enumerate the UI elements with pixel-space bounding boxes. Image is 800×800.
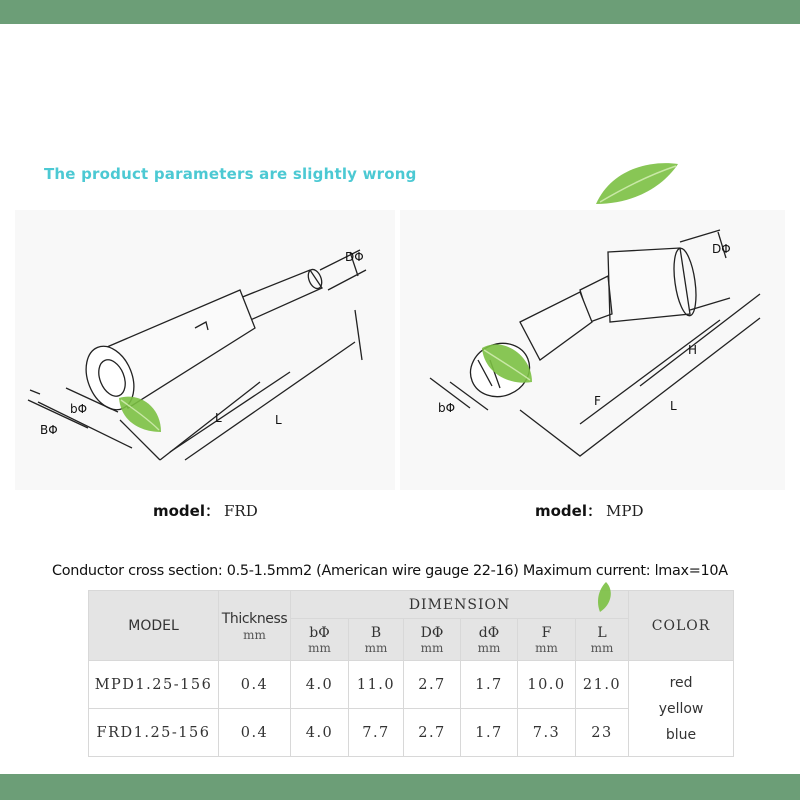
table-row [89, 661, 734, 709]
row-thickness: 0.4 [219, 661, 291, 709]
leaf-icon [594, 580, 616, 614]
top-green-band [0, 0, 800, 24]
color-header: COLOR [629, 591, 734, 661]
bottom-green-band [0, 774, 800, 800]
parameter-table [88, 590, 734, 757]
mpd-model-value: MPD [606, 502, 644, 520]
frd-l-outer-label: L [275, 413, 282, 427]
parameter-notice: The product parameters are slightly wrong [44, 165, 417, 183]
row-value: 2.7 [404, 709, 461, 757]
thickness-unit: mm [243, 627, 266, 642]
mpd-bphi-label: bΦ [438, 401, 456, 415]
row-value: 7.3 [518, 709, 576, 757]
frd-model-value: FRD [224, 502, 258, 520]
frd-model-label: model： [153, 502, 220, 520]
dimension-header: DIMENSION [291, 591, 629, 619]
frd-bphi-label: bΦ [70, 402, 88, 416]
dim-col-unit: mm [477, 640, 501, 655]
row-value: 1.7 [461, 709, 518, 757]
row-value: 4.0 [291, 709, 349, 757]
frd-diagram [10, 210, 400, 495]
row-value: 2.7 [404, 661, 461, 709]
frd-dphi-label: DΦ [345, 250, 364, 264]
frd-Bphi-label: BΦ [40, 423, 58, 437]
thickness-header-label: Thickness [221, 610, 288, 627]
dim-col-header [461, 619, 518, 661]
row-value: 10.0 [518, 661, 576, 709]
mpd-model-caption [535, 500, 643, 521]
dim-col-symbol: DΦ [420, 624, 444, 641]
dim-col-header [404, 619, 461, 661]
frd-model-caption [153, 500, 258, 521]
dim-col-symbol: F [541, 624, 552, 641]
mpd-h-label: H [688, 343, 698, 357]
dim-col-symbol: dΦ [478, 624, 500, 641]
dim-col-header [291, 619, 349, 661]
leaf-icon [592, 158, 682, 208]
dim-col-unit: mm [535, 640, 558, 655]
row-value: 1.7 [461, 661, 518, 709]
row-value: 11.0 [349, 661, 404, 709]
row-value: 23 [576, 709, 629, 757]
model-header: MODEL [89, 591, 219, 661]
color-item: red [669, 674, 693, 691]
dim-col-header [576, 619, 629, 661]
dim-col-symbol: B [370, 624, 382, 641]
row-thickness: 0.4 [219, 709, 291, 757]
leaf-icon [115, 392, 165, 438]
dim-col-unit: mm [420, 640, 444, 655]
color-item: yellow [658, 700, 704, 717]
thickness-header [219, 591, 291, 661]
leaf-icon [478, 338, 536, 388]
row-value: 4.0 [291, 661, 349, 709]
mpd-dphi-label: DΦ [712, 242, 731, 256]
row-model: FRD1.25-156 [89, 709, 219, 757]
dim-col-header [349, 619, 404, 661]
row-model: MPD1.25-156 [89, 661, 219, 709]
row-value: 7.7 [349, 709, 404, 757]
dim-col-symbol: L [597, 624, 607, 641]
color-item: blue [665, 726, 697, 743]
mpd-model-label: model： [535, 502, 602, 520]
dim-col-symbol: bΦ [309, 624, 330, 641]
dim-col-unit: mm [364, 640, 388, 655]
frd-l-inner-label: L [215, 411, 222, 425]
dim-col-header [518, 619, 576, 661]
dim-col-unit: mm [590, 640, 614, 655]
dim-col-unit: mm [308, 640, 331, 655]
spec-line: Conductor cross section: 0.5-1.5mm2 (American wire gauge 22-16) Maximum current: lmax=10A [52, 563, 728, 579]
color-list [629, 661, 734, 757]
mpd-diagram [400, 210, 790, 495]
mpd-l-label: L [670, 399, 677, 413]
row-value: 21.0 [576, 661, 629, 709]
mpd-f-label: F [594, 394, 601, 408]
